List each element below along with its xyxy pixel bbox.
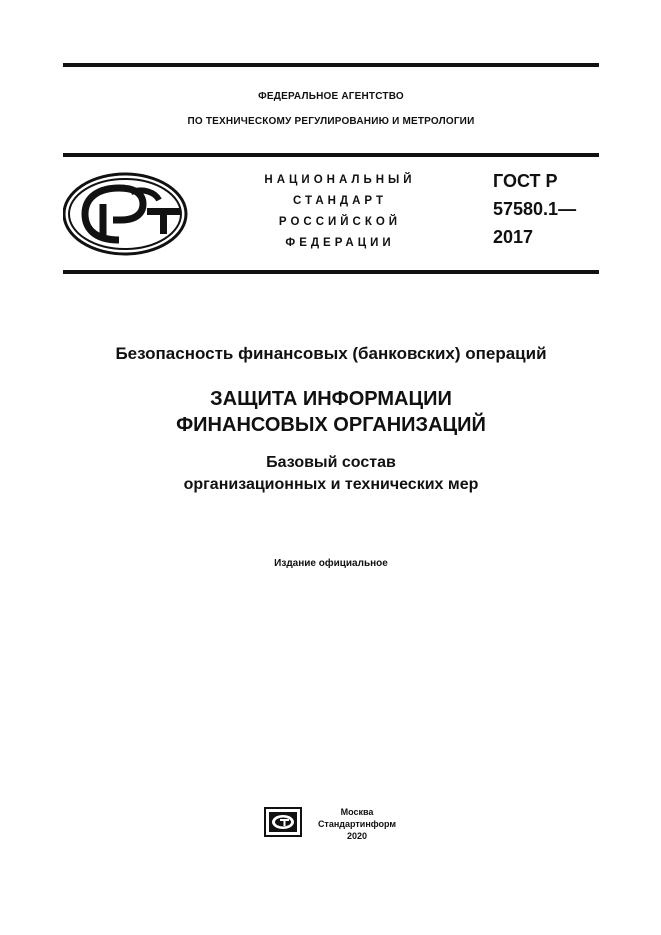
designation-line-1: ГОСТ Р — [493, 171, 558, 191]
publisher-city: Москва — [340, 807, 374, 817]
subtitle-line-2: организационных и технических мер — [183, 476, 479, 493]
agency-line-1: ФЕДЕРАЛЬНОЕ АГЕНТСТВО — [258, 91, 404, 102]
standard-designation — [493, 167, 576, 251]
standard-type-line-2: СТАНДАРТ — [293, 195, 387, 207]
header-rule-upper — [63, 153, 599, 157]
main-title-line-2: ФИНАНСОВЫХ ОРГАНИЗАЦИЙ — [176, 414, 486, 436]
publisher-year: 2020 — [346, 831, 368, 841]
publisher-info — [307, 806, 407, 842]
header-rule-lower — [63, 270, 599, 274]
standard-type — [240, 170, 440, 254]
standard-type-line-3: РОССИЙСКОЙ — [278, 216, 402, 228]
main-title — [63, 386, 599, 438]
designation-line-3: 2017 — [493, 227, 534, 247]
main-title-line-1: ЗАЩИТА ИНФОРМАЦИИ — [210, 388, 452, 410]
edition-label: Издание официальное — [274, 558, 388, 569]
subtitle-line-1: Базовый состав — [266, 454, 396, 471]
publisher-name: Стандартинформ — [317, 819, 397, 829]
top-rule — [63, 63, 599, 67]
standard-type-line-1: НАЦИОНАЛЬНЫЙ — [264, 174, 416, 186]
standard-type-line-4: ФЕДЕРАЦИИ — [285, 237, 395, 249]
designation-line-2: 57580.1— — [493, 199, 577, 219]
subtitle — [63, 452, 599, 496]
series-title: Безопасность финансовых (банковских) операций — [115, 344, 547, 363]
agency-line-2: ПО ТЕХНИЧЕСКОМУ РЕГУЛИРОВАНИЮ И МЕТРОЛОГИИ — [187, 116, 475, 127]
gost-r-emblem-icon — [63, 172, 191, 256]
standartinform-logo-icon — [264, 807, 302, 837]
